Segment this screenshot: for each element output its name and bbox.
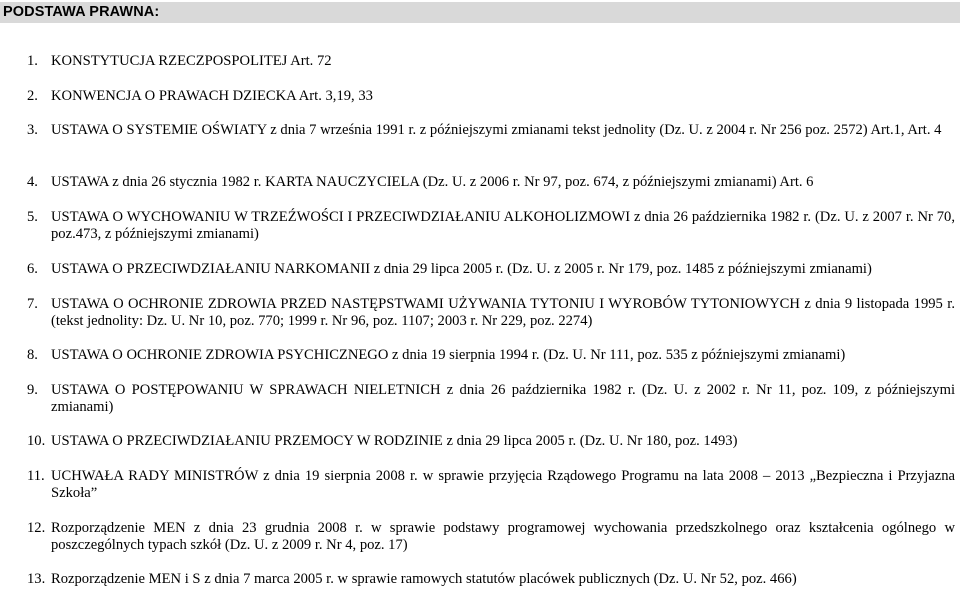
item-text: USTAWA O PRZECIWDZIAŁANIU PRZEMOCY W RODZINIE z dnia 29 lipca 2005 r. (Dz. U. Nr 180, poz. 1493) [51,433,738,449]
list-item [27,261,955,278]
list-item [27,209,955,243]
item-number: 5. [27,209,38,225]
item-number: 6. [27,261,38,277]
item-number: 7. [27,296,38,312]
item-number: 2. [27,88,38,104]
item-number: 1. [27,53,38,69]
item-number: 9. [27,382,38,398]
list-item [27,468,955,502]
item-number: 13. [27,571,46,587]
item-number: 12. [27,520,46,536]
list-item [27,571,955,588]
item-text: USTAWA O POSTĘPOWANIU W SPRAWACH NIELETNICH z dnia 26 października 1982 r. (Dz. U. z 2002 r. Nr 11, poz. 109, z późniejszymi zmianami) [51,382,955,415]
item-text: UCHWAŁA RADY MINISTRÓW z dnia 19 sierpnia 2008 r. w sprawie przyjęcia Rządowego Programu na lata 2008 – 2013 „Bezpieczna i Przyjazna Szkoła” [51,468,955,501]
list-item [27,88,955,105]
item-number: 4. [27,174,38,190]
item-text: USTAWA O SYSTEMIE OŚWIATY z dnia 7 września 1991 r. z późniejszymi zmianami tekst jednolity (Dz. U. z 2004 r. Nr 256 poz. 2572) Art.1, Art. 4 [51,122,942,138]
item-text: USTAWA O WYCHOWANIU W TRZEŹWOŚCI I PRZECIWDZIAŁANIU ALKOHOLIZMOWI z dnia 26 października 1982 r. (Dz. U. z 2007 r. Nr 70, poz.473, z późniejszymi zmianami) [51,209,955,242]
list-item [27,174,955,191]
item-text: Rozporządzenie MEN z dnia 23 grudnia 2008 r. w sprawie podstawy programowej wychowania przedszkolnego oraz kształcenia ogólnego w poszczególnych typach szkół (Dz. U. z 2009 r. Nr 4, poz. 17) [51,520,955,553]
list-item [27,53,955,70]
list-item [27,382,955,416]
list-item [27,520,955,554]
item-number: 8. [27,347,38,363]
item-text: USTAWA O PRZECIWDZIAŁANIU NARKOMANII z dnia 29 lipca 2005 r. (Dz. U. z 2005 r. Nr 179, poz. 1485 z późniejszymi zmianami) [51,261,872,277]
list-item [27,122,955,139]
item-number: 3. [27,122,38,138]
item-text: USTAWA O OCHRONIE ZDROWIA PSYCHICZNEGO z dnia 19 sierpnia 1994 r. (Dz. U. Nr 111, poz. 535 z późniejszymi zmianami) [51,347,846,363]
item-number: 10. [27,433,46,449]
list-item [27,347,955,364]
list-item [27,433,955,450]
list-item [27,296,955,330]
item-text: USTAWA O OCHRONIE ZDROWIA PRZED NASTĘPSTWAMI UŻYWANIA TYTONIU I WYROBÓW TYTONIOWYCH z dnia 9 listopada 1995 r. (tekst jednolity: Dz. U. Nr 10, poz. 770; 1999 r. Nr 96, poz. 1107; 2003 r. Nr 229, poz. 2274) [51,296,955,329]
item-text: USTAWA z dnia 26 stycznia 1982 r. KARTA NAUCZYCIELA (Dz. U. z 2006 r. Nr 97, poz. 674, z późniejszymi zmianami) Art. 6 [51,174,814,190]
item-number: 11. [27,468,45,484]
section-title: PODSTAWA PRAWNA: [3,4,160,20]
item-text: KONSTYTUCJA RZECZPOSPOLITEJ Art. 72 [51,53,332,69]
item-text: KONWENCJA O PRAWACH DZIECKA Art. 3,19, 33 [51,88,373,104]
item-text: Rozporządzenie MEN i S z dnia 7 marca 2005 r. w sprawie ramowych statutów placówek publicznych (Dz. U. Nr 52, poz. 466) [51,571,797,587]
